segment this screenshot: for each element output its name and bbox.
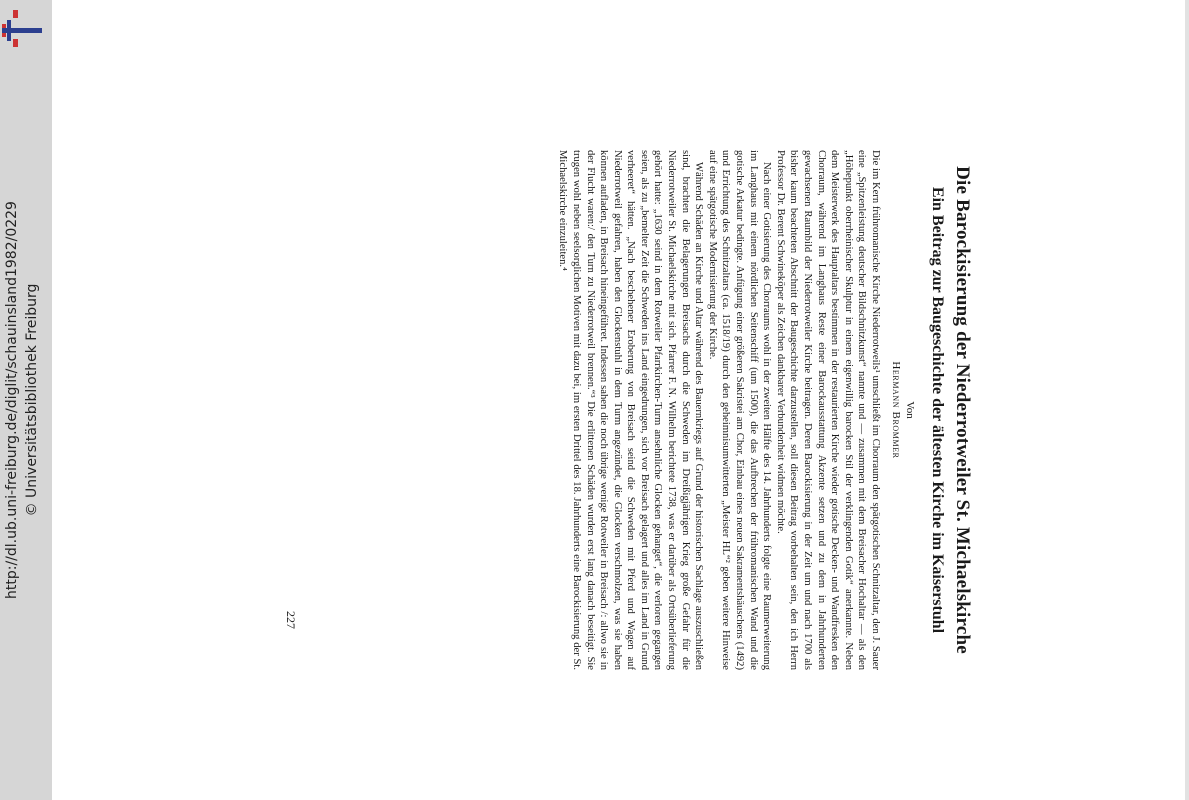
page-right-edge [1185, 0, 1189, 800]
page-number: 227 [284, 611, 298, 629]
footer-citation [2, 0, 50, 800]
document-page [294, 150, 974, 670]
byline-prefix: Von [904, 401, 916, 419]
author-name: Hermann Brommer [890, 361, 902, 459]
paragraph: Nach einer Gotisierung des Chorraums wohl in der zweiten Hälfte des 14. Jahrhunderts folgte eine Raumerweiterung im Langhaus mit einem nördlichen Seitenschiff (um 1500), die das Aufbrechen der frühromanischen Wand und die gotische Arkatur bedingte. Anfügung einer größeren Sakristei am Chor, Einbau eines neuen Sakramentshäuschens (1492) und Errichtung des Schnitzaltars (ca. 1518/19) durch den geheimnisumwitterten „Meister HL“² geben weitere Hinweise auf eine spätgotische Modernisierung der Kirche. [706, 150, 773, 670]
copyright-notice: © Universitätsbibliothek Freiburg [24, 283, 40, 517]
article-title: Die Barockisierung der Niederrotweiler St. Michaelskirche [952, 166, 973, 654]
paragraph: Während Schäden an Kirche und Altar während des Bauernkriegs auf Grund der historischen Sachlage auszuschließen sind, brachten die Belagerungen Breisachs durch die Schweden im Dreißigjährigen Krieg große Gefahr für die Niederrotweiler St. Michaelskirche mit sich. Pfarrer F. N. Wilhelm berichtete 1738, was er darüber als Ortsüberlieferung gehört hatte: „1630 seind in dem Rotweiler Pfarrkirchen-Turm ansehnliche Glocken gehanget“, die verloren gegangen seien, als zu „bemelter Zeit die Schweden ins Land eingedrungen, sich vor Breisach gelagert und alles im Land in Grund verheeret“ hätten. „Nach beschehener Eroberung von Breisach seind die Schweden mit Pferd und Wagen auf Niederrotweil gefahren, haben den Glockenstuhl in dem Turm angezündet, die Glocken verschmolzen, was sie haben können aufladen, in Breisach hineingeführet. Indessen sahen die noch übrige wenige Rotweiler in Breisach /: allwo sie in der Flucht waren:/ den Turn zu Niederrotweil brennen.“³ Die erlittenen Schäden wurden erst lang danach beseitigt. Sie trugen wohl neben seelsorglichen Motiven mit dazu bei, im ersten Drittel des 18. Jahrhunderts eine Barockisierung der St. Michaelskirche einzuleiten.⁴ [557, 150, 705, 670]
article-subtitle: Ein Beitrag zur Baugeschichte der ältesten Kirche im Kaiserstuhl [929, 186, 946, 634]
article-body [556, 150, 882, 670]
citation-url[interactable]: http://dl.ub.uni-freiburg.de/diglit/schauinsland1982/0229 [4, 201, 20, 599]
paragraph: Die im Kern frühromanische Kirche Niederrotweils¹ umschließt im Chorraum den spätgotischen Schnitzaltar, den J. Sauer eine „Spitzenleistung deutscher Bildschnitzkunst“ nannte und — zusammen mit dem Breisacher Hochaltar — als den „Höhepunkt oberrheinischer Skulptur in einem eigenwillig barocken Stil der verklingenden Gotik“ anerkannte. Neben dem Meisterwerk des Hauptaltars bestimmen in der restaurierten Kirche wieder gotische Decken- und Wandfresken den Chorraum, während im Langhaus Reste einer Barockausstattung Akzente setzen und zu dem in Jahrhunderten gewachsenen Raumbild der Niederrotweiler Kirche beitragen. Deren Barockisierung in der Zeit um und nach 1700 als bisher kaum beachteten Abschnitt der Baugeschichte darzustellen, soll diesen Beitrag vorbehalten sein, den ich Herrn Professor Dr. Berent Schwineköper als Zeichen dankbarer Verbundenheit widmen möchte. [774, 150, 881, 670]
